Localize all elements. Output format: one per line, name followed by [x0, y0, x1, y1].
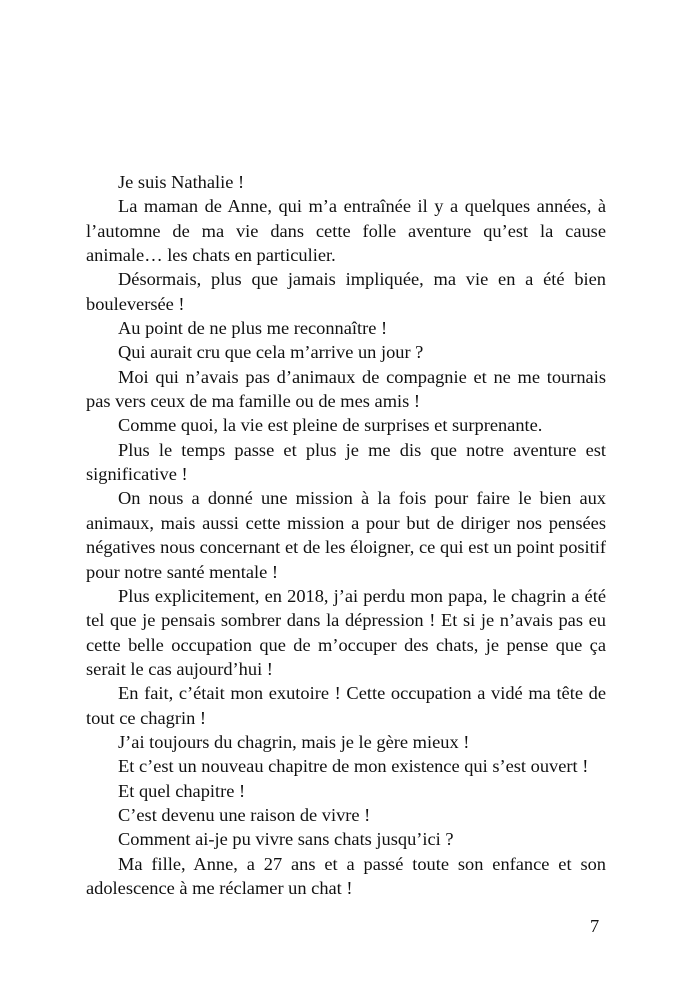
paragraph: La maman de Anne, qui m’a entraînée il y a quelques années, à l’automne de ma vie dans cette folle aventure qu’est la cause animale… les chats en particulier.	[86, 196, 606, 266]
paragraph: Ma fille, Anne, a 27 ans et a passé toute son enfance et son adolescence à me réclamer un chat !	[86, 853, 606, 898]
paragraph: Désormais, plus que jamais impliquée, ma vie en a été bien bouleversée !	[86, 269, 606, 314]
paragraph: Au point de ne plus me reconnaître !	[118, 318, 388, 339]
paragraph: Moi qui n’avais pas d’animaux de compagnie et ne me tournais pas vers ceux de ma famille ou de mes amis !	[86, 366, 606, 412]
paragraph: Et c’est un nouveau chapitre de mon existence qui s’est ouvert !	[118, 756, 589, 777]
paragraph: Je suis Nathalie !	[118, 172, 245, 192]
paragraph: Qui aurait cru que cela m’arrive un jour ?	[118, 342, 424, 363]
paragraph: On nous a donné une mission à la fois pour faire le bien aux animaux, mais aussi cette mission a pour but de diriger nos pensées négatives nous concernant et de les éloigner, ce qui est un point positif pour notre santé mentale !	[86, 488, 606, 582]
paragraph: C’est devenu une raison de vivre !	[118, 804, 371, 825]
paragraph: Et quel chapitre !	[118, 780, 246, 801]
body-text	[86, 170, 606, 900]
paragraph: Plus explicitement, en 2018, j’ai perdu mon papa, le chagrin a été tel que je pensais sombrer dans la dépression ! Et si je n’avais pas eu cette belle occupation que de m’occuper des chats, je pense que ça serait le cas aujourd’hui !	[86, 585, 606, 679]
paragraph: En fait, c’était mon exutoire ! Cette occupation a vidé ma tête de tout ce chagrin !	[86, 683, 606, 728]
page-number: 7	[590, 916, 600, 936]
paragraph: Comment ai-je pu vivre sans chats jusqu’ici ?	[118, 829, 454, 850]
paragraph: J’ai toujours du chagrin, mais je le gère mieux !	[118, 731, 470, 752]
paragraph: Plus le temps passe et plus je me dis que notre aventure est significative !	[86, 439, 606, 485]
paragraph: Comme quoi, la vie est pleine de surprises et surprenante.	[118, 415, 543, 436]
